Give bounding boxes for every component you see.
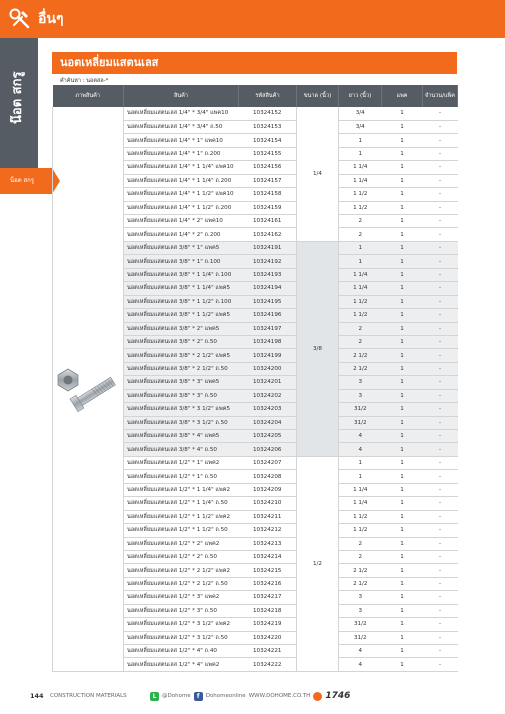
cell-length: 3 (339, 591, 382, 604)
cell-pack: 1 (382, 645, 423, 658)
cell-pack: 1 (382, 658, 423, 671)
cell-pack: 1 (382, 147, 423, 160)
cell-product-code: 10324156 (239, 161, 297, 174)
cell-pack: 1 (382, 201, 423, 214)
website-link[interactable]: WWW.DOHOME.CO.TH (248, 693, 311, 699)
cell-qty-per-pack: - (423, 201, 458, 214)
cell-product-code: 10324200 (239, 362, 297, 375)
cell-length: 31/2 (339, 618, 382, 631)
cell-product-code: 10324155 (239, 147, 297, 160)
cell-product-name: นอตเหลี่ยมแสตนเลส 1/4" * 1 1/2" ถ.200 (124, 201, 239, 214)
cell-length: 1 1/4 (339, 161, 382, 174)
page-title: อื่นๆ (38, 11, 64, 27)
cell-product-code: 10324195 (239, 295, 297, 308)
cell-qty-per-pack: - (423, 255, 458, 268)
phone-icon (313, 692, 322, 701)
cell-qty-per-pack: - (423, 188, 458, 201)
cell-qty-per-pack: - (423, 591, 458, 604)
cell-qty-per-pack: - (423, 604, 458, 617)
cell-qty-per-pack: - (423, 349, 458, 362)
cell-product-code: 10324157 (239, 174, 297, 187)
cell-pack: 1 (382, 107, 423, 120)
cell-pack: 1 (382, 497, 423, 510)
cell-product-name: นอตเหลี่ยมแสตนเลส 3/8" * 3" ถ.50 (124, 389, 239, 402)
cell-qty-per-pack: - (423, 134, 458, 147)
cell-product-code: 10324161 (239, 215, 297, 228)
cell-pack: 1 (382, 577, 423, 590)
cell-length: 1 1/2 (339, 510, 382, 523)
cell-pack: 1 (382, 268, 423, 281)
col-header-code: รหัสสินค้า (239, 85, 297, 107)
cell-product-name: นอตเหลี่ยมแสตนเลส 1/2" * 4" ถ.40 (124, 645, 239, 658)
cell-product-code: 10324215 (239, 564, 297, 577)
cell-qty-per-pack: - (423, 510, 458, 523)
col-header-pack: แพค (382, 85, 423, 107)
cell-length: 31/2 (339, 403, 382, 416)
cell-product-name: นอตเหลี่ยมแสตนเลส 1/4" * 1 1/2" แพค10 (124, 188, 239, 201)
cell-product-name: นอตเหลี่ยมแสตนเลส 3/8" * 4" แพค5 (124, 430, 239, 443)
cell-size-group: 1/2 (297, 456, 339, 671)
cell-length: 31/2 (339, 631, 382, 644)
cell-product-name: นอตเหลี่ยมแสตนเลส 1/4" * 3/4" ถ.50 (124, 120, 239, 133)
cell-qty-per-pack: - (423, 456, 458, 469)
cell-product-name: นอตเหลี่ยมแสตนเลส 3/8" * 2 1/2" แพค5 (124, 349, 239, 362)
cell-length: 2 1/2 (339, 362, 382, 375)
cell-qty-per-pack: - (423, 470, 458, 483)
sidebar-category-label: น๊อต สกรู (10, 72, 25, 125)
table-row (53, 107, 458, 120)
section-title: นอตเหลี่ยมแสตนเลส (52, 52, 457, 74)
cell-length: 2 1/2 (339, 564, 382, 577)
cell-length: 2 (339, 215, 382, 228)
cell-pack: 1 (382, 322, 423, 335)
cell-product-name: นอตเหลี่ยมแสตนเลส 3/8" * 1 1/4" ถ.100 (124, 268, 239, 281)
cell-product-name: นอตเหลี่ยมแสตนเลส 3/8" * 1" ถ.100 (124, 255, 239, 268)
cell-qty-per-pack: - (423, 215, 458, 228)
cell-length: 4 (339, 658, 382, 671)
cell-length: 2 (339, 335, 382, 348)
page-footer (0, 686, 505, 706)
cell-pack: 1 (382, 618, 423, 631)
cell-product-name: นอตเหลี่ยมแสตนเลส 3/8" * 3 1/2" แพค5 (124, 403, 239, 416)
cell-length: 2 (339, 550, 382, 563)
cell-length: 1 1/4 (339, 174, 382, 187)
cell-length: 2 (339, 228, 382, 241)
cell-length: 1 (339, 241, 382, 254)
cell-product-code: 10324217 (239, 591, 297, 604)
cell-qty-per-pack: - (423, 550, 458, 563)
cell-pack: 1 (382, 134, 423, 147)
cell-product-code: 10324204 (239, 416, 297, 429)
cell-qty-per-pack: - (423, 268, 458, 281)
cell-pack: 1 (382, 215, 423, 228)
cell-qty-per-pack: - (423, 241, 458, 254)
cell-pack: 1 (382, 470, 423, 483)
cell-pack: 1 (382, 604, 423, 617)
cell-qty-per-pack: - (423, 497, 458, 510)
cell-product-name: นอตเหลี่ยมแสตนเลส 1/2" * 3 1/2" ถ.50 (124, 631, 239, 644)
cell-size-group: 3/8 (297, 241, 339, 456)
cell-product-code: 10324202 (239, 389, 297, 402)
cell-product-name: นอตเหลี่ยมแสตนเลส 3/8" * 2 1/2" ถ.50 (124, 362, 239, 375)
cell-length: 1 (339, 255, 382, 268)
cell-product-code: 10324218 (239, 604, 297, 617)
cell-pack: 1 (382, 416, 423, 429)
cell-product-code: 10324205 (239, 430, 297, 443)
cell-qty-per-pack: - (423, 174, 458, 187)
cell-length: 3/4 (339, 107, 382, 120)
cell-qty-per-pack: - (423, 564, 458, 577)
cell-pack: 1 (382, 564, 423, 577)
cell-product-name: นอตเหลี่ยมแสตนเลส 1/4" * 1 1/4" ถ.200 (124, 174, 239, 187)
cell-qty-per-pack: - (423, 322, 458, 335)
cell-product-code: 10324191 (239, 241, 297, 254)
cell-pack: 1 (382, 228, 423, 241)
cell-product-name: นอตเหลี่ยมแสตนเลส 1/2" * 2 1/2" แพค2 (124, 564, 239, 577)
sidebar-tab[interactable]: น็อต สกรู (0, 168, 52, 194)
cell-length: 1 (339, 456, 382, 469)
cell-length: 1 (339, 147, 382, 160)
cell-qty-per-pack: - (423, 309, 458, 322)
cell-product-code: 10324197 (239, 322, 297, 335)
cell-product-name: นอตเหลี่ยมแสตนเลส 3/8" * 3" แพค5 (124, 376, 239, 389)
cell-product-code: 10324219 (239, 618, 297, 631)
cell-product-code: 10324193 (239, 268, 297, 281)
cell-product-name: นอตเหลี่ยมแสตนเลส 1/2" * 3 1/2" แพค2 (124, 618, 239, 631)
cell-length: 3 (339, 389, 382, 402)
cell-product-code: 10324203 (239, 403, 297, 416)
cell-product-name: นอตเหลี่ยมแสตนเลส 3/8" * 1" แพค5 (124, 241, 239, 254)
cell-length: 1 1/4 (339, 483, 382, 496)
cell-product-code: 10324159 (239, 201, 297, 214)
cell-qty-per-pack: - (423, 147, 458, 160)
cell-product-name: นอตเหลี่ยมแสตนเลส 3/8" * 3 1/2" ถ.50 (124, 416, 239, 429)
cell-product-name: นอตเหลี่ยมแสตนเลส 1/2" * 1 1/2" แพค2 (124, 510, 239, 523)
cell-qty-per-pack: - (423, 524, 458, 537)
cell-product-code: 10324208 (239, 470, 297, 483)
facebook-icon: f (194, 692, 203, 701)
cell-length: 1 1/2 (339, 295, 382, 308)
cell-qty-per-pack: - (423, 443, 458, 456)
cell-pack: 1 (382, 362, 423, 375)
cell-qty-per-pack: - (423, 376, 458, 389)
col-header-length: ยาว (นิ้ว) (339, 85, 382, 107)
cell-product-name: นอตเหลี่ยมแสตนเลส 1/4" * 2" ถ.200 (124, 228, 239, 241)
cell-qty-per-pack: - (423, 228, 458, 241)
cell-length: 3 (339, 376, 382, 389)
cell-pack: 1 (382, 631, 423, 644)
cell-pack: 1 (382, 335, 423, 348)
cell-qty-per-pack: - (423, 403, 458, 416)
cell-product-name: นอตเหลี่ยมแสตนเลส 1/2" * 2" ถ.50 (124, 550, 239, 563)
cell-product-code: 10324206 (239, 443, 297, 456)
col-header-qty-per-pack: จำนวน/แพ็ค (423, 85, 458, 107)
page-number: 144 (30, 692, 44, 700)
cell-product-name: นอตเหลี่ยมแสตนเลส 1/2" * 4" แพค2 (124, 658, 239, 671)
cell-product-code: 10324198 (239, 335, 297, 348)
cell-pack: 1 (382, 403, 423, 416)
cell-product-name: นอตเหลี่ยมแสตนเลส 3/8" * 2" แพค5 (124, 322, 239, 335)
col-header-image: ภาพสินค้า (53, 85, 124, 107)
cell-length: 1 (339, 134, 382, 147)
cell-pack: 1 (382, 443, 423, 456)
line-icon: L (150, 692, 159, 701)
cell-qty-per-pack: - (423, 161, 458, 174)
tools-icon (8, 7, 32, 31)
cell-product-name: นอตเหลี่ยมแสตนเลส 1/2" * 3" ถ.50 (124, 604, 239, 617)
cell-qty-per-pack: - (423, 631, 458, 644)
cell-qty-per-pack: - (423, 362, 458, 375)
cell-length: 3 (339, 604, 382, 617)
cell-product-code: 10324196 (239, 309, 297, 322)
cell-product-name: นอตเหลี่ยมแสตนเลส 1/2" * 1" แพค2 (124, 456, 239, 469)
cell-product-code: 10324213 (239, 537, 297, 550)
cell-length: 1 1/2 (339, 201, 382, 214)
cell-product-name: นอตเหลี่ยมแสตนเลส 3/8" * 4" ถ.50 (124, 443, 239, 456)
cell-pack: 1 (382, 120, 423, 133)
product-image (53, 107, 124, 671)
cell-length: 1 1/4 (339, 497, 382, 510)
search-keyword: คำค้นหา : นอตสล-* (60, 78, 109, 84)
cell-qty-per-pack: - (423, 335, 458, 348)
cell-product-name: นอตเหลี่ยมแสตนเลส 1/2" * 1 1/4" ถ.50 (124, 497, 239, 510)
cell-length: 2 1/2 (339, 577, 382, 590)
hotline-number[interactable]: 1746 (325, 691, 351, 701)
line-handle[interactable]: @Dohome (162, 693, 191, 699)
col-header-size: ขนาด (นิ้ว) (297, 85, 339, 107)
cell-product-name: นอตเหลี่ยมแสตนเลส 1/4" * 3/4" แพค10 (124, 107, 239, 120)
cell-length: 1 1/2 (339, 309, 382, 322)
cell-pack: 1 (382, 537, 423, 550)
cell-product-code: 10324211 (239, 510, 297, 523)
cell-length: 2 1/2 (339, 349, 382, 362)
cell-pack: 1 (382, 430, 423, 443)
cell-qty-per-pack: - (423, 282, 458, 295)
cell-qty-per-pack: - (423, 483, 458, 496)
cell-product-code: 10324212 (239, 524, 297, 537)
cell-qty-per-pack: - (423, 645, 458, 658)
cell-product-code: 10324222 (239, 658, 297, 671)
cell-product-name: นอตเหลี่ยมแสตนเลส 1/2" * 1 1/2" ถ.50 (124, 524, 239, 537)
footer-contacts (150, 690, 350, 702)
cell-product-code: 10324162 (239, 228, 297, 241)
cell-product-code: 10324194 (239, 282, 297, 295)
cell-pack: 1 (382, 376, 423, 389)
cell-qty-per-pack: - (423, 416, 458, 429)
cell-product-name: นอตเหลี่ยมแสตนเลส 1/2" * 2 1/2" ถ.50 (124, 577, 239, 590)
cell-product-code: 10324154 (239, 134, 297, 147)
cell-product-code: 10324214 (239, 550, 297, 563)
cell-product-name: นอตเหลี่ยมแสตนเลส 1/2" * 2" แพค2 (124, 537, 239, 550)
cell-qty-per-pack: - (423, 107, 458, 120)
cell-product-code: 10324210 (239, 497, 297, 510)
cell-product-code: 10324158 (239, 188, 297, 201)
cell-pack: 1 (382, 524, 423, 537)
cell-product-name: นอตเหลี่ยมแสตนเลส 1/4" * 1 1/4" แพค10 (124, 161, 239, 174)
cell-pack: 1 (382, 188, 423, 201)
cell-pack: 1 (382, 550, 423, 563)
cell-length: 1 1/2 (339, 188, 382, 201)
cell-qty-per-pack: - (423, 120, 458, 133)
cell-product-name: นอตเหลี่ยมแสตนเลส 3/8" * 1 1/2" ถ.100 (124, 295, 239, 308)
cell-product-name: นอตเหลี่ยมแสตนเลส 1/2" * 1" ถ.50 (124, 470, 239, 483)
cell-length: 1 1/4 (339, 282, 382, 295)
cell-product-name: นอตเหลี่ยมแสตนเลส 1/4" * 1" ถ.200 (124, 147, 239, 160)
cell-pack: 1 (382, 174, 423, 187)
cell-product-code: 10324209 (239, 483, 297, 496)
footer-section-name: CONSTRUCTION MATERIALS (50, 693, 127, 699)
cell-pack: 1 (382, 456, 423, 469)
product-table (52, 85, 458, 672)
cell-product-name: นอตเหลี่ยมแสตนเลส 3/8" * 2" ถ.50 (124, 335, 239, 348)
cell-product-name: นอตเหลี่ยมแสตนเลส 1/4" * 1" แพค10 (124, 134, 239, 147)
cell-product-code: 10324216 (239, 577, 297, 590)
cell-product-code: 10324192 (239, 255, 297, 268)
cell-product-name: นอตเหลี่ยมแสตนเลส 1/2" * 3" แพค2 (124, 591, 239, 604)
cell-pack: 1 (382, 309, 423, 322)
cell-length: 4 (339, 645, 382, 658)
cell-qty-per-pack: - (423, 577, 458, 590)
cell-pack: 1 (382, 591, 423, 604)
table-header-row (53, 85, 458, 107)
cell-qty-per-pack: - (423, 389, 458, 402)
cell-qty-per-pack: - (423, 295, 458, 308)
cell-pack: 1 (382, 255, 423, 268)
cell-pack: 1 (382, 241, 423, 254)
cell-product-name: นอตเหลี่ยมแสตนเลส 1/4" * 2" แพค10 (124, 215, 239, 228)
cell-pack: 1 (382, 161, 423, 174)
cell-pack: 1 (382, 483, 423, 496)
cell-length: 1 (339, 470, 382, 483)
cell-length: 1 1/2 (339, 524, 382, 537)
cell-product-code: 10324221 (239, 645, 297, 658)
cell-size-group: 1/4 (297, 107, 339, 241)
cell-product-code: 10324153 (239, 120, 297, 133)
cell-pack: 1 (382, 295, 423, 308)
cell-product-code: 10324199 (239, 349, 297, 362)
cell-product-code: 10324220 (239, 631, 297, 644)
cell-pack: 1 (382, 349, 423, 362)
cell-pack: 1 (382, 510, 423, 523)
cell-product-code: 10324152 (239, 107, 297, 120)
cell-qty-per-pack: - (423, 658, 458, 671)
cell-length: 1 1/4 (339, 268, 382, 281)
cell-qty-per-pack: - (423, 430, 458, 443)
cell-pack: 1 (382, 389, 423, 402)
facebook-handle[interactable]: Dohomeonline (205, 693, 246, 699)
cell-product-name: นอตเหลี่ยมแสตนเลส 3/8" * 1 1/2" แพค5 (124, 309, 239, 322)
cell-product-code: 10324207 (239, 456, 297, 469)
cell-qty-per-pack: - (423, 537, 458, 550)
cell-length: 2 (339, 322, 382, 335)
col-header-product: สินค้า (124, 85, 239, 107)
cell-length: 3/4 (339, 120, 382, 133)
cell-length: 2 (339, 537, 382, 550)
cell-qty-per-pack: - (423, 618, 458, 631)
cell-product-name: นอตเหลี่ยมแสตนเลส 1/2" * 1 1/4" แพค2 (124, 483, 239, 496)
cell-product-name: นอตเหลี่ยมแสตนเลส 3/8" * 1 1/4" แพค5 (124, 282, 239, 295)
cell-length: 31/2 (339, 416, 382, 429)
cell-length: 4 (339, 430, 382, 443)
cell-pack: 1 (382, 282, 423, 295)
header-bar (0, 0, 505, 38)
hex-bolt-image (54, 363, 122, 413)
cell-product-code: 10324201 (239, 376, 297, 389)
cell-length: 4 (339, 443, 382, 456)
